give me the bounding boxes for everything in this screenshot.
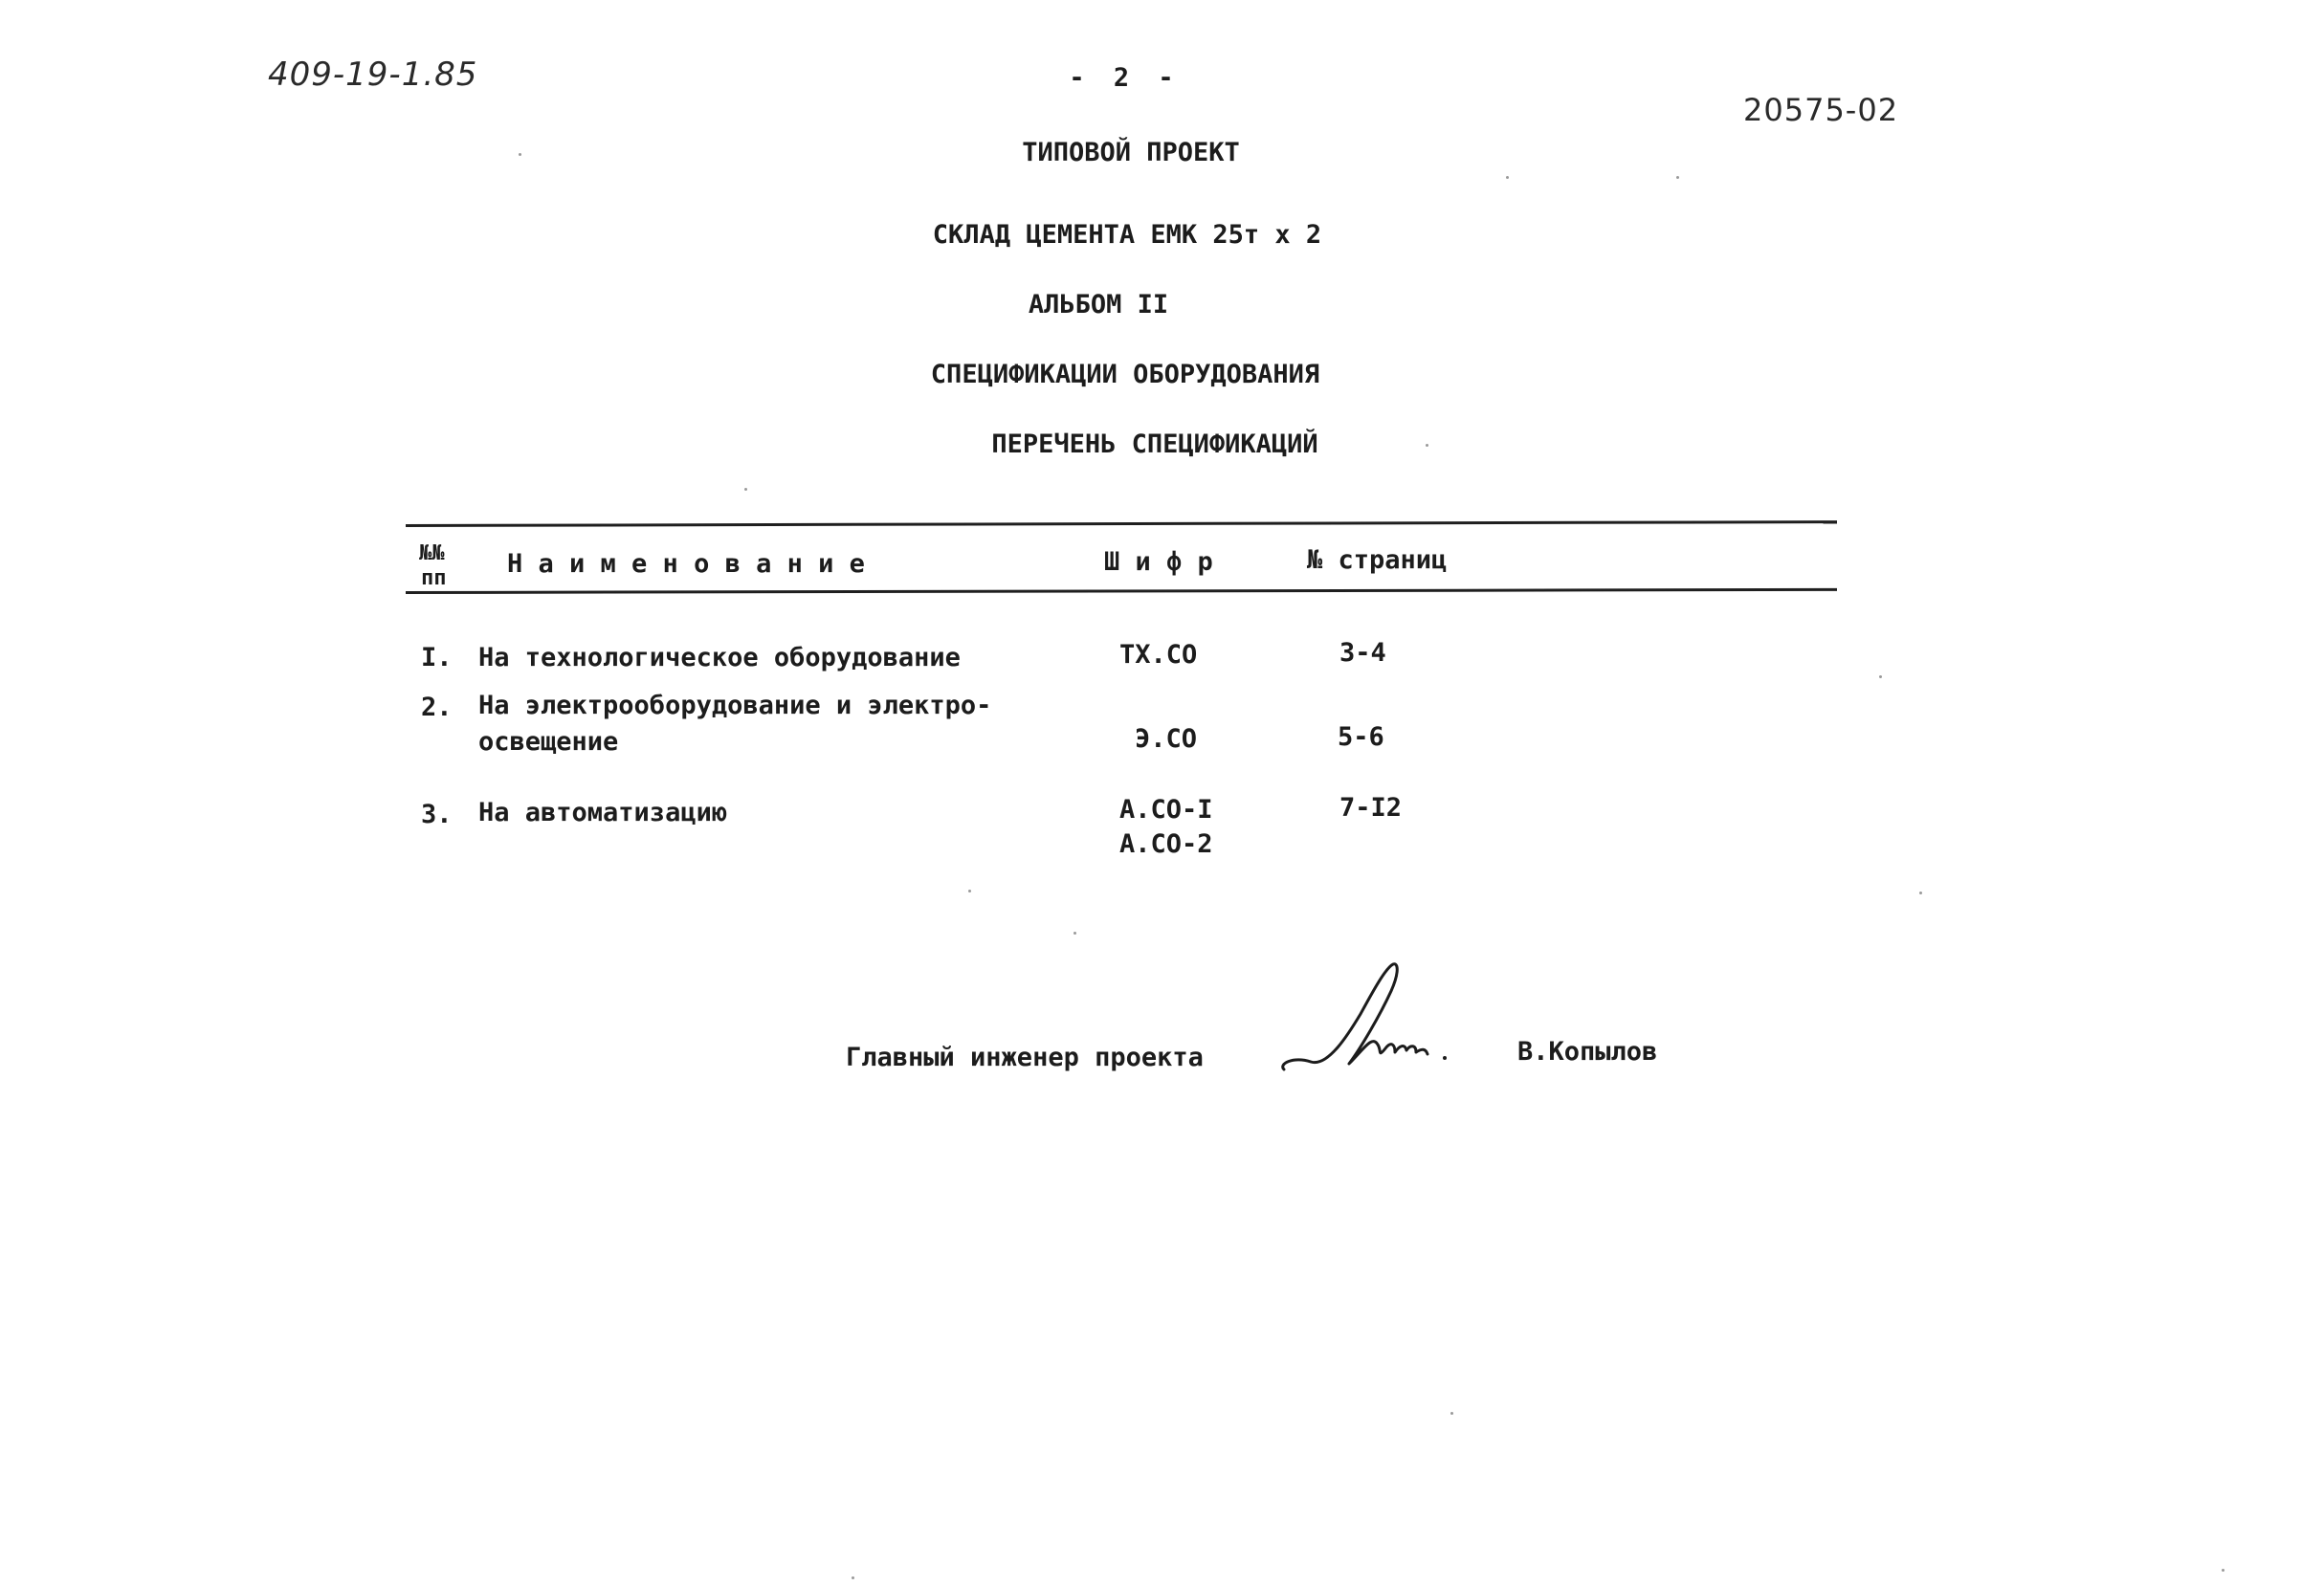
table-header-rule [406,588,1837,594]
scan-speck [744,488,747,491]
page-number: - 2 - [1069,63,1174,93]
title-project-type: ТИПОВОЙ ПРОЕКТ [1022,138,1240,167]
scan-speck [1879,675,1882,678]
scan-speck [1426,444,1428,447]
archive-code: 20575-02 [1743,92,1899,128]
row1-num: I. [421,643,453,672]
title-list-of-specifications: ПЕРЕЧЕНЬ СПЕЦИФИКАЦИЙ [991,430,1318,459]
row2-name-line2: освещение [478,727,619,757]
table-top-rule [406,520,1837,527]
header-num-line2: пп [421,566,447,590]
signature-role: Главный инженер проекта [846,1043,1204,1072]
row2-code: Э.СО [1135,724,1198,754]
row1-name: На технологическое оборудование [478,643,961,672]
scan-speck [968,890,971,892]
scan-speck [852,1576,854,1579]
header-name: Н а и м е н о в а н и е [507,549,865,579]
signature-image [1273,957,1464,1081]
header-num-line1: №№ [419,541,445,565]
signature-name: В.Копылов [1517,1037,1658,1067]
row2-num: 2. [421,693,453,722]
scan-speck [1506,176,1509,179]
scan-speck [2222,1569,2224,1572]
row3-pages: 7-I2 [1339,793,1403,823]
scan-speck [1073,932,1076,935]
row2-pages: 5-6 [1338,722,1384,752]
row3-name: На автоматизацию [478,798,728,827]
scan-speck [519,153,521,156]
scan-speck [1676,176,1679,179]
title-album: АЛЬБОМ II [1028,290,1169,319]
row3-code-line1: А.СО-I [1119,795,1213,825]
row3-code-line2: А.СО-2 [1119,829,1213,859]
row1-code: ТХ.СО [1119,640,1198,670]
title-project-name: СКЛАД ЦЕМЕНТА ЕМК 25т х 2 [932,220,1322,250]
row2-name-line1: На электрооборудование и электро- [478,691,992,720]
scan-speck [1919,892,1922,894]
document-number: 409-19-1.85 [268,55,478,94]
header-code: Ш и ф р [1104,547,1213,577]
scan-speck [1450,1412,1453,1415]
header-pages: № страниц [1307,545,1448,575]
row3-num: 3. [421,800,453,829]
title-specifications: СПЕЦИФИКАЦИИ ОБОРУДОВАНИЯ [930,360,1320,389]
row1-pages: 3-4 [1339,638,1386,668]
